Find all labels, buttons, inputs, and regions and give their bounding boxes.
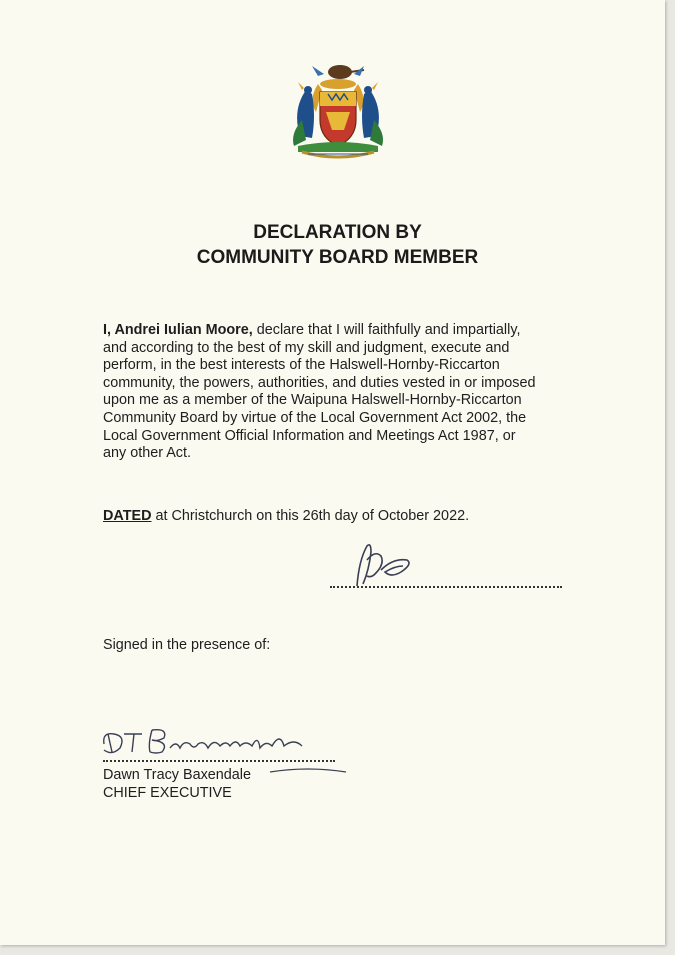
declaration-line-6: Community Board by virtue of the Local Government Act 2002, the [103,409,527,426]
declaration-line-1 [103,322,573,340]
title-line-2: COMMUNITY BOARD MEMBER [196,247,479,268]
declarant-name: I, Andrei Iulian Moore, [103,322,253,338]
declaration-line-1-text: declare that I will faithfully and impartially, [252,322,521,338]
declaration-line-7: Local Government Official Information and Meetings Act 1987, or [103,427,516,444]
declaration-line-3: perform, in the best interests of the Halswell-Hornby-Riccarton [103,357,500,374]
dated-line [103,508,469,524]
witness-block [103,766,251,802]
declaration-line-5: upon me as a member of the Waipuna Halswell-Hornby-Riccarton [103,392,522,409]
declaration-line-8: any other Act. [103,445,191,462]
document-title [0,220,675,270]
coat-of-arms-emblem [278,60,398,165]
title-line-1: DECLARATION BY [253,222,422,243]
witness-role: CHIEF EXECUTIVE [103,785,232,801]
witness-name: Dawn Tracy Baxendale [103,767,251,783]
dated-label: DATED [103,508,152,524]
dated-text: at Christchurch on this 26th day of October 2022. [151,508,470,524]
witness-signature-line [103,760,335,762]
declaration-paragraph [103,322,573,463]
declaration-line-2: and according to the best of my skill and judgment, execute and [103,339,510,356]
member-signature [345,540,425,590]
witness-prompt: Signed in the presence of: [103,637,271,653]
declaration-line-4: community, the powers, authorities, and duties vested in or imposed [103,374,536,391]
member-signature-line [330,586,562,588]
